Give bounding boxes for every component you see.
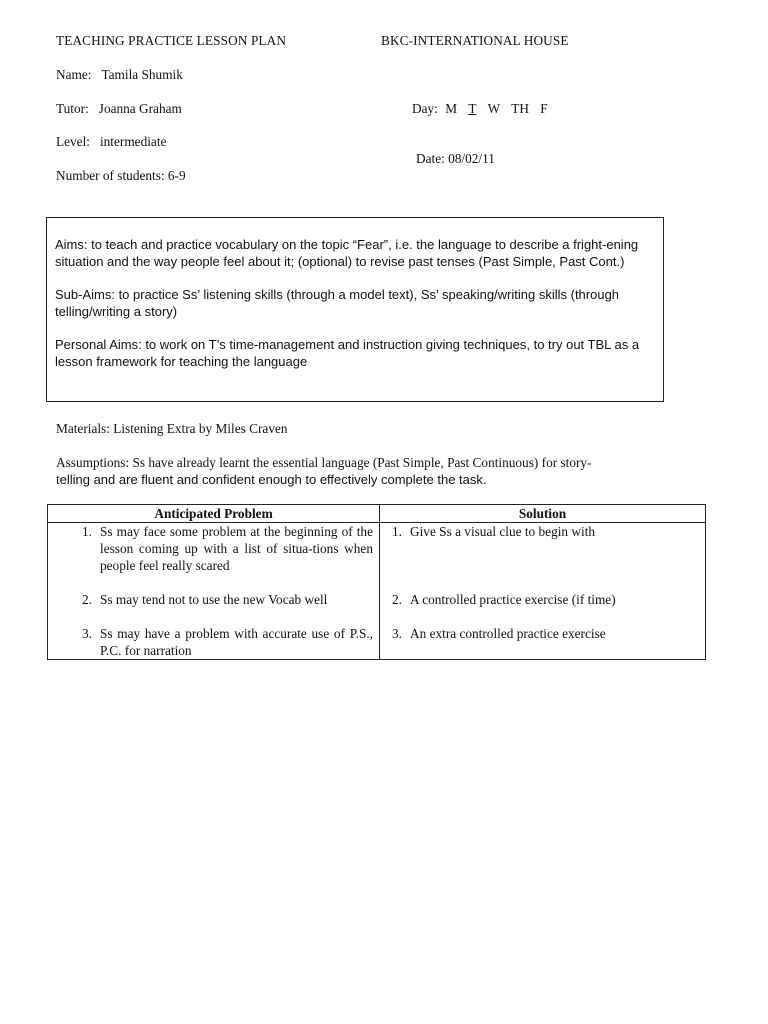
day-friday: F — [540, 101, 548, 116]
problem-cell — [48, 523, 380, 592]
assumptions-line-1: Assumptions: Ss have already learnt the essential language (Past Simple, Past Continuous) for story- — [56, 455, 592, 470]
solution-cell — [380, 591, 706, 625]
materials-text: Materials: Listening Extra by Miles Craven — [56, 421, 288, 436]
document-title: TEACHING PRACTICE LESSON PLAN — [56, 33, 287, 48]
solution-text: An extra controlled practice exercise — [410, 626, 606, 641]
tutor-value: Joanna Graham — [98, 101, 182, 116]
assumptions-text — [56, 454, 696, 488]
name-row — [56, 66, 183, 83]
day-label: Day: — [412, 101, 438, 116]
sub-aims-text: Sub-Aims: to practice Ss’ listening skills (through a model text), Ss’ speaking/writing skills (through telling/writing a story) — [55, 287, 620, 319]
problem-number: 1. — [82, 524, 92, 539]
problem-text: Ss may face some problem at the beginning of the lesson coming up with a list of situa-tions when people feel really scared — [100, 524, 373, 573]
header-anticipated-problem: Anticipated Problem — [48, 505, 380, 523]
problem-text: Ss may tend not to use the new Vocab well — [100, 592, 328, 607]
problem-cell — [48, 625, 380, 660]
problem-number: 2. — [82, 592, 92, 607]
table-row — [48, 523, 706, 592]
problem-text: Ss may have a problem with accurate use of P.S., P.C. for narration — [100, 626, 373, 658]
students-row — [56, 167, 186, 184]
header-solution: Solution — [380, 505, 706, 523]
date-value: 08/02/11 — [448, 151, 495, 166]
solution-cell — [380, 625, 706, 660]
students-value: 6-9 — [167, 168, 186, 183]
personal-aims-text: Personal Aims: to work on T’s time-management and instruction giving techniques, to try out TBL as a lesson framework for teaching the language — [55, 337, 640, 369]
solution-cell — [380, 523, 706, 592]
day-tuesday-selected: T — [468, 101, 477, 116]
day-row — [412, 100, 548, 117]
solution-text: A controlled practice exercise (if time) — [410, 592, 616, 607]
assumptions-line-2: telling and are fluent and confident enough to effectively complete the task. — [56, 472, 487, 487]
day-wednesday: W — [487, 101, 500, 116]
date-label: Date: — [416, 151, 445, 166]
students-label: Number of students: — [56, 168, 165, 183]
day-monday: M — [445, 101, 458, 116]
problems-solutions-table — [47, 504, 706, 660]
problem-cell — [48, 591, 380, 625]
solution-number: 2. — [392, 592, 402, 607]
organization-name: BKC-INTERNATIONAL HOUSE — [381, 33, 569, 48]
tutor-row — [56, 100, 182, 117]
level-label: Level: — [56, 134, 90, 149]
problem-number: 3. — [82, 626, 92, 641]
level-row — [56, 133, 166, 150]
name-label: Name: — [56, 67, 92, 82]
solution-text: Give Ss a visual clue to begin with — [410, 524, 596, 539]
day-thursday: TH — [511, 101, 529, 116]
solution-number: 1. — [392, 524, 402, 539]
name-value: Tamila Shumik — [101, 67, 183, 82]
date-row — [416, 150, 495, 167]
tutor-label: Tutor: — [56, 101, 89, 116]
level-value: intermediate — [99, 134, 167, 149]
aims-box — [46, 217, 664, 402]
table-row — [48, 625, 706, 660]
solution-number: 3. — [392, 626, 402, 641]
table-row — [48, 591, 706, 625]
aims-text: Aims: to teach and practice vocabulary on the topic “Fear”, i.e. the language to describe a fright-ening situation and the way people feel about it; (optional) to revise past tenses (Past Simple, Past Cont.) — [55, 237, 639, 269]
